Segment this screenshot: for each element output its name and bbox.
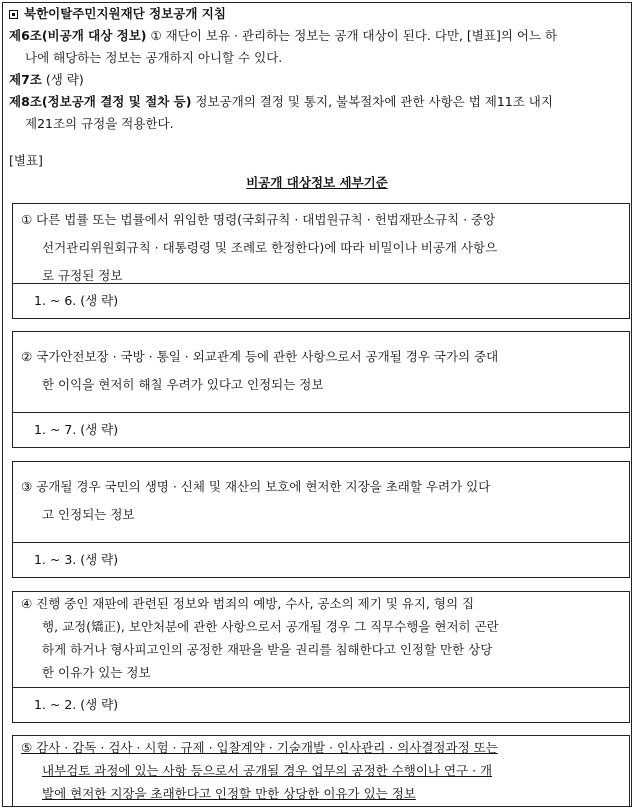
criterion-box-4 xyxy=(12,591,630,723)
criterion-1-desc xyxy=(13,204,629,290)
criterion-box-2 xyxy=(12,331,630,448)
article-7-text: (생 략) xyxy=(41,72,84,87)
document-header xyxy=(9,6,226,22)
document-frame xyxy=(2,2,632,807)
criterion-2-desc xyxy=(13,332,629,399)
appendix-label: [별표] xyxy=(9,153,43,168)
criterion-4-sub: 1. ~ 2. (생 략) xyxy=(13,687,629,722)
article-6-head: 제6조(비공개 대상 정보) xyxy=(9,28,147,43)
article-8-cont: 제21조의 규정을 적용한다. xyxy=(25,116,174,131)
criterion-3-line: 고 인정되는 정보 xyxy=(42,507,135,522)
criterion-box-3 xyxy=(12,461,630,578)
article-8 xyxy=(9,94,553,110)
article-6 xyxy=(9,28,557,44)
criterion-3-sub: 1. ~ 3. (생 략) xyxy=(13,542,629,577)
article-8-text: 정보공개의 결정 및 통지, 불복절차에 관한 사항은 법 제11조 내지 xyxy=(191,94,553,109)
criterion-2-line: 한 이익을 현저히 해칠 우려가 있다고 인정되는 정보 xyxy=(42,377,324,392)
criterion-5-desc xyxy=(13,736,629,805)
criterion-1-line: ① 다른 법률 또는 법률에서 위임한 명령(국회규칙 · 대법원규칙 · 헌법재판소규칙 · 중앙 xyxy=(21,212,496,227)
criterion-4-line: 한 이유가 있는 정보 xyxy=(42,665,151,680)
criterion-4-line: ④ 진행 중인 재판에 관련된 정보와 범죄의 예방, 수사, 공소의 제기 및 유지, 형의 집 xyxy=(21,596,475,611)
table-title: 비공개 대상정보 세부기준 xyxy=(246,175,388,190)
criterion-4-line: 행, 교정(矯正), 보안처분에 관한 사항으로서 공개될 경우 그 직무수행을 현저히 곤란 xyxy=(42,619,499,634)
criterion-2-sub: 1. ~ 7. (생 략) xyxy=(13,412,629,447)
criterion-3-line: ③ 공개될 경우 국민의 생명 · 신체 및 재산의 보호에 현저한 지장을 초래할 우려가 있다 xyxy=(21,479,491,494)
criterion-1-sub: 1. ~ 6. (생 략) xyxy=(13,283,629,318)
square-bullet-icon xyxy=(9,10,18,19)
criterion-4-line: 하게 하거나 형사피고인의 공정한 재판을 받을 권리를 침해한다고 인정할 만한 상당 xyxy=(42,642,493,657)
header-title: 북한이탈주민지원재단 정보공개 지침 xyxy=(24,6,226,21)
criterion-1-line: 로 규정된 정보 xyxy=(42,268,123,283)
criterion-2-line: ② 국가안전보장 · 국방 · 통일 · 외교관계 등에 관한 사항으로서 공개될 경우 국가의 중대 xyxy=(21,349,499,364)
criterion-1-line: 선거관리위원회규칙 · 대통령령 및 조례로 한정한다)에 따라 비밀이나 비공개 사항으 xyxy=(42,240,498,255)
criterion-3-desc xyxy=(13,462,629,529)
article-8-head: 제8조(정보공개 결정 및 절차 등) xyxy=(9,94,192,109)
criterion-4-desc xyxy=(13,592,629,684)
criterion-box-5 xyxy=(12,735,630,807)
criterion-5-line: 내부검토 과정에 있는 사항 등으로서 공개될 경우 업무의 공정한 수행이나 연구 · 개 xyxy=(42,763,493,778)
criterion-box-1 xyxy=(12,203,630,319)
article-6-text: ① 재단이 보유 · 관리하는 정보는 공개 대상이 된다. 다만, [별표]의 어느 하 xyxy=(146,28,558,43)
article-6-cont: 나에 해당하는 정보는 공개하지 아니할 수 있다. xyxy=(25,50,283,65)
criterion-5-line: 발에 현저한 지장을 초래한다고 인정할 만한 상당한 이유가 있는 정보 xyxy=(42,786,416,801)
criterion-5-line: ⑤ 감사 · 감독 · 검사 · 시험 · 규제 · 입찰계약 · 기술개발 · 인사관리 · 의사결정과정 또는 xyxy=(21,740,498,755)
article-7 xyxy=(9,72,84,88)
article-7-head: 제7조 xyxy=(9,72,42,87)
